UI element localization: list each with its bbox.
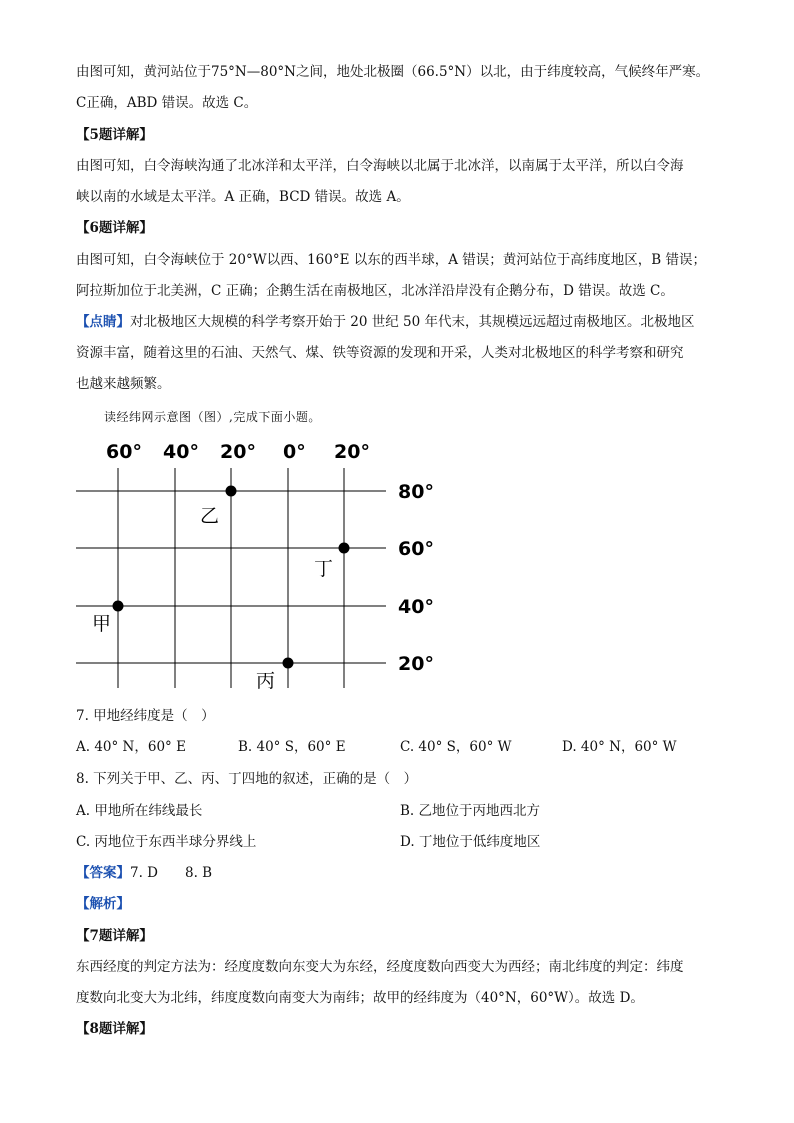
q5-line1: 由图可知，白令海峡沟通了北冰洋和太平洋，白令海峡以北属于北冰洋，以南属于太平洋，所以白令海 (76, 158, 684, 174)
q5-line2: 峡以南的水域是太平洋。A 正确，BCD 错误。故选 A。 (76, 189, 410, 205)
q6-header: 【6题详解】 (76, 220, 153, 236)
q7-option-d: D. 40° N，60° W (562, 739, 677, 755)
q6-line2: 阿拉斯加位于北美洲，C 正确；企鹅生活在南极地区，北冰洋沿岸没有企鹅分布，D 错误。故选 C。 (76, 283, 674, 299)
answer-line (76, 863, 716, 883)
q6-line1: 由图可知，白令海峡位于 20°W以西、160°E 以东的西半球，A 错误；黄河站位于高纬度地区，B 错误； (76, 252, 707, 268)
q7-option-c: C. 40° S，60° W (400, 739, 512, 755)
q7-detail-header: 【7题详解】 (76, 928, 153, 944)
tip-line2: 资源丰富，随着这里的石油、天然气、煤、铁等资源的发现和开采，人类对北极地区的科学考察和研究 (76, 345, 684, 361)
q7-detail-line1: 东西经度的判定方法为：经度度数向东变大为东经，经度度数向西变大为西经；南北纬度的判定：纬度 (76, 959, 684, 975)
lon-label-20: 20° (220, 441, 256, 463)
point-bing (283, 658, 294, 669)
analysis-line (76, 894, 716, 914)
para1-line2: C正确，ABD 错误。故选 C。 (76, 95, 258, 111)
q5-header: 【5题详解】 (76, 127, 153, 143)
q8-option-d: D. 丁地位于低纬度地区 (400, 834, 541, 850)
q8-detail-header: 【8题详解】 (76, 1021, 153, 1037)
point-jia (113, 601, 124, 612)
tip-line3: 也越来越频繁。 (76, 376, 171, 392)
answer-label: 【答案】 (76, 865, 130, 881)
lon-label-40: 40° (163, 441, 199, 463)
q8-option-c: C. 丙地位于东西半球分界线上 (76, 834, 257, 850)
point-ding (339, 543, 350, 554)
figure-caption: 读经纬网示意图（图）,完成下面小题。 (104, 410, 321, 424)
lat-label-80: 80° (398, 481, 434, 503)
q8-option-b: B. 乙地位于丙地西北方 (400, 803, 541, 819)
q8-question: 8. 下列关于甲、乙、丙、丁四地的叙述，正确的是（ ） (76, 771, 418, 787)
q8-option-a: A. 甲地所在纬线最长 (76, 803, 203, 819)
lat-label-40: 40° (398, 596, 434, 618)
place-jia: 甲 (92, 613, 112, 635)
place-ding: 丁 (314, 558, 334, 580)
para1-line1: 由图可知，黄河站位于75°N—80°N之间，地处北极圈（66.5°N）以北，由于纬度较高，气候终年严寒。 (76, 64, 710, 80)
place-yi: 乙 (200, 505, 220, 527)
q7-option-a: A. 40° N，60° E (76, 739, 186, 755)
q7-detail-line2: 度数向北变大为北纬，纬度度数向南变大为南纬；故甲的经纬度为（40°N，60°W）。故选 D。 (76, 990, 644, 1006)
lon-label-0: 0° (283, 441, 306, 463)
answer-text: 7. D 8. B (130, 865, 213, 881)
q7-option-b: B. 40° S，60° E (238, 739, 346, 755)
tip-text1: 对北极地区大规模的科学考察开始于 20 世纪 50 年代末，其规模远远超过南极地区。北极地区 (130, 314, 695, 330)
lat-label-60: 60° (398, 538, 434, 560)
tip-line1 (76, 312, 716, 332)
lon-label-20-east: 20° (334, 441, 370, 463)
analysis-label: 【解析】 (76, 896, 130, 912)
lon-label-60: 60° (106, 441, 142, 463)
q7-question: 7. 甲地经纬度是（ ） (76, 708, 215, 724)
place-bing: 丙 (256, 670, 276, 692)
lat-label-20: 20° (398, 653, 434, 675)
tip-label: 【点睛】 (76, 314, 130, 330)
point-yi (226, 486, 237, 497)
lat-lon-grid-figure (0, 430, 794, 695)
